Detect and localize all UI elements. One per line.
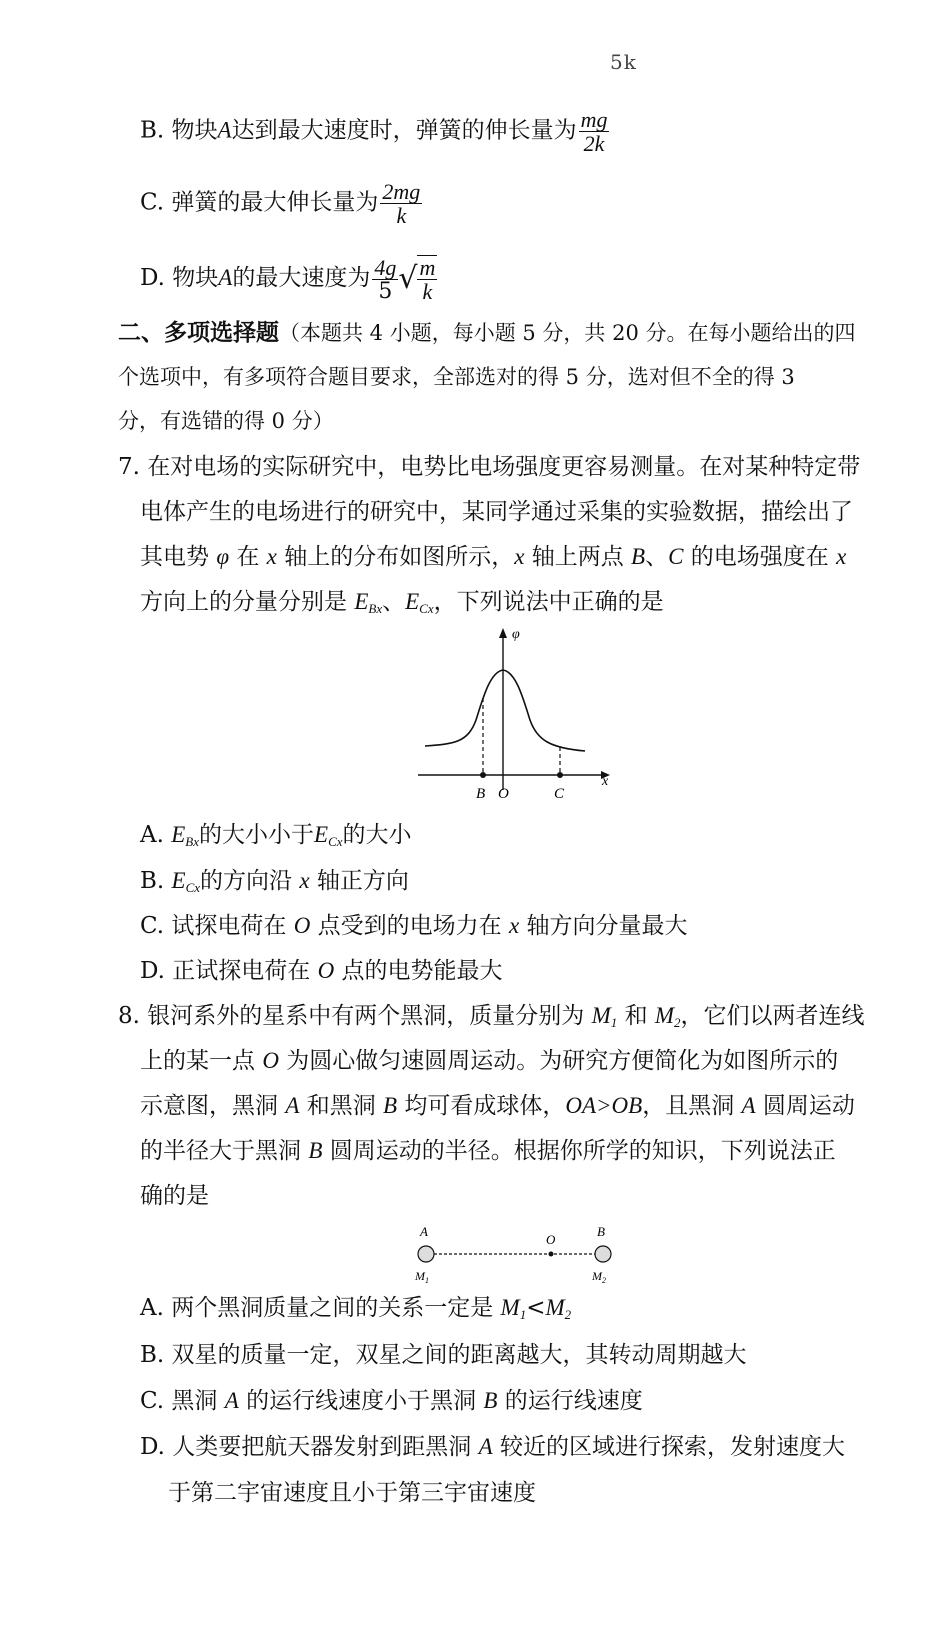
label-m1 — [414, 1269, 429, 1284]
text: 较近的区域进行探索，发射速度大 — [499, 1434, 845, 1460]
var: B — [631, 544, 646, 569]
numerator: 2mg — [382, 179, 421, 204]
black-hole-b — [595, 1246, 611, 1262]
label-c: C — [554, 786, 565, 802]
text: 、 — [645, 544, 669, 570]
y-axis-arrow — [499, 628, 507, 638]
section-2-line-2: 个选项中，有多项符合题目要求，全部选对的得 5 分，选对但不全的得 3 — [118, 365, 795, 389]
q6-option-b — [140, 108, 609, 155]
text: 轴上两点 — [531, 544, 624, 570]
section-title: 二、多项选择题 — [118, 319, 279, 346]
var: OA>OB — [565, 1093, 643, 1118]
text: A. 两个黑洞质量之间的关系一定是 — [140, 1295, 494, 1321]
label-o: O — [498, 786, 509, 802]
text: ，且黑洞 — [642, 1093, 735, 1119]
text: D. 人类要把航天器发射到距黑洞 — [140, 1434, 472, 1460]
label-m: M — [592, 1269, 602, 1283]
q8-line-1 — [118, 1001, 865, 1038]
text: ，下列说法中正确的是 — [433, 589, 664, 615]
text: 的运行线速度 — [504, 1388, 643, 1414]
subscript: Bx — [368, 601, 383, 616]
var: E — [171, 868, 186, 893]
var: x — [836, 544, 847, 569]
q6-option-c — [140, 180, 422, 227]
fraction — [380, 180, 422, 227]
denominator: 5 — [378, 278, 393, 304]
label-2: 2 — [602, 1276, 606, 1284]
var: M — [500, 1295, 520, 1320]
text: 、 — [382, 589, 406, 615]
var: A — [478, 1434, 493, 1459]
section-instructions: （本题共 4 小题，每小题 5 分，共 20 分。在每小题给出的四 — [279, 321, 856, 345]
var: E — [354, 589, 369, 614]
denominator: k — [396, 203, 407, 229]
var: O — [293, 913, 311, 938]
text: 方向上的分量分别是 — [140, 589, 347, 615]
q8-binary-diagram — [405, 1222, 625, 1284]
point-b — [480, 772, 486, 778]
text: 在 — [236, 544, 260, 570]
label-m: M — [415, 1269, 425, 1283]
subscript: 2 — [564, 1307, 572, 1322]
var: M — [591, 1003, 611, 1028]
text: 点的电势能最大 — [341, 958, 503, 984]
top-cut-fragment: 5k — [610, 50, 637, 74]
subscript: Cx — [185, 880, 201, 895]
var: A — [741, 1093, 756, 1118]
denominator: k — [422, 279, 433, 305]
q7-option-a — [140, 820, 412, 857]
text: 轴正方向 — [316, 868, 409, 894]
section-2-header — [118, 318, 856, 348]
q8-line-3 — [140, 1091, 855, 1121]
subscript: 1 — [519, 1307, 527, 1322]
var: x — [299, 868, 310, 893]
less-than: < — [526, 1295, 546, 1321]
subscript: Cx — [419, 601, 434, 616]
q8-option-a — [140, 1293, 571, 1330]
text: 上的某一点 — [140, 1048, 255, 1074]
subscript: Cx — [328, 834, 343, 849]
q8-option-d — [140, 1432, 845, 1462]
q7-option-d — [140, 956, 503, 986]
text: 和黑洞 — [306, 1093, 376, 1119]
text: 其电势 — [140, 544, 209, 570]
text: 的最大速度为 — [232, 265, 371, 292]
section-2-line-3: 分，有选错的得 0 分） — [118, 409, 334, 433]
var: E — [171, 822, 186, 847]
text: 8. 银河系外的星系中有两个黑洞，质量分别为 — [118, 1003, 585, 1029]
sqrt-sign: √ — [398, 261, 418, 297]
fraction — [579, 108, 610, 155]
var: x — [508, 913, 520, 938]
y-axis-label: φ — [512, 627, 520, 642]
subscript: 2 — [674, 1015, 681, 1030]
text: 的电场强度在 — [690, 544, 829, 570]
potential-curve — [425, 670, 585, 751]
label-o: O — [546, 1232, 556, 1247]
text: D. 物块 — [140, 265, 219, 292]
center-o — [549, 1252, 554, 1257]
var: M — [654, 1003, 675, 1028]
var: E — [314, 822, 329, 847]
numerator: mg — [580, 107, 608, 132]
black-hole-a — [418, 1246, 434, 1262]
var: A — [285, 1093, 300, 1118]
var: φ — [216, 544, 230, 569]
text: C. 试探电荷在 — [140, 913, 287, 939]
var: A — [224, 1388, 239, 1413]
var: E — [405, 589, 420, 614]
q8-option-b: B. 双星的质量一定，双星之间的距离越大，其转动周期越大 — [140, 1342, 747, 1368]
var: B — [308, 1138, 323, 1163]
q7-option-b — [140, 866, 409, 903]
var: A — [218, 265, 233, 291]
text: ，它们以两者连线 — [680, 1003, 865, 1029]
var: A — [217, 117, 232, 143]
sqrt-fraction — [417, 255, 437, 303]
text: 的半径大于黑洞 — [140, 1138, 301, 1164]
denominator: 2k — [583, 131, 605, 157]
var: x — [514, 544, 525, 569]
text: 示意图，黑洞 — [140, 1093, 278, 1119]
q8-option-c — [140, 1386, 643, 1416]
text: D. 正试探电荷在 — [140, 958, 311, 984]
label-a: A — [420, 1224, 428, 1239]
q8-line-2 — [140, 1046, 838, 1076]
fraction — [372, 256, 398, 303]
var: O — [262, 1048, 279, 1073]
text: C. 黑洞 — [140, 1388, 218, 1414]
point-c — [557, 772, 563, 778]
label-m2 — [591, 1269, 606, 1284]
var: B — [383, 1093, 398, 1118]
numerator: 4g — [374, 254, 397, 280]
q8-line-5: 确的是 — [140, 1183, 209, 1209]
x-axis-label: x — [602, 774, 609, 789]
text: 的运行线速度小于黑洞 — [246, 1388, 477, 1414]
numerator: m — [419, 255, 436, 280]
q7-line-1: 7. 在对电场的实际研究中，电势比电场强度更容易测量。在对某种特定带 — [118, 454, 861, 480]
q6-option-d — [140, 255, 437, 303]
text: 的大小 — [342, 822, 412, 848]
text: 轴上的分布如图所示， — [284, 544, 515, 570]
q7-potential-graph — [410, 622, 620, 807]
text: 的大小小于 — [199, 822, 315, 848]
text: B. — [140, 868, 165, 894]
label-b: B — [476, 786, 486, 802]
q7-line-4 — [140, 587, 664, 624]
subscript: Bx — [185, 834, 200, 849]
var: M — [545, 1295, 565, 1320]
var: B — [483, 1388, 498, 1413]
text: C. 弹簧的最大伸长量为 — [140, 189, 379, 216]
text: 点受到的电场力在 — [317, 913, 502, 939]
q8-line-4 — [140, 1136, 836, 1166]
q8-option-d-line-2: 于第二宇宙速度且小于第三宇宙速度 — [168, 1480, 536, 1506]
var: x — [266, 544, 277, 569]
text: 达到最大速度时，弹簧的伸长量为 — [231, 117, 577, 144]
label-1: 1 — [425, 1276, 429, 1284]
label-b: B — [597, 1224, 605, 1239]
text: 圆周运动的半径。根据你所学的知识，下列说法正 — [329, 1138, 836, 1164]
var: O — [317, 958, 335, 983]
q7-line-2: 电体产生的电场进行的研究中，某同学通过采集的实验数据，描绘出了 — [140, 499, 853, 525]
subscript: 1 — [610, 1015, 618, 1030]
text: 和 — [624, 1003, 648, 1029]
text: A. — [140, 822, 164, 848]
text: 为圆心做匀速圆周运动。为研究方便简化为如图所示的 — [286, 1048, 839, 1074]
text: 的方向沿 — [200, 868, 293, 894]
text: 圆周运动 — [762, 1093, 855, 1119]
q7-line-3 — [140, 542, 846, 572]
text: 均可看成球体， — [404, 1093, 566, 1119]
q7-option-c — [140, 911, 688, 941]
text: 轴方向分量最大 — [526, 913, 688, 939]
text: B. 物块 — [140, 117, 218, 144]
var: C — [668, 544, 684, 569]
